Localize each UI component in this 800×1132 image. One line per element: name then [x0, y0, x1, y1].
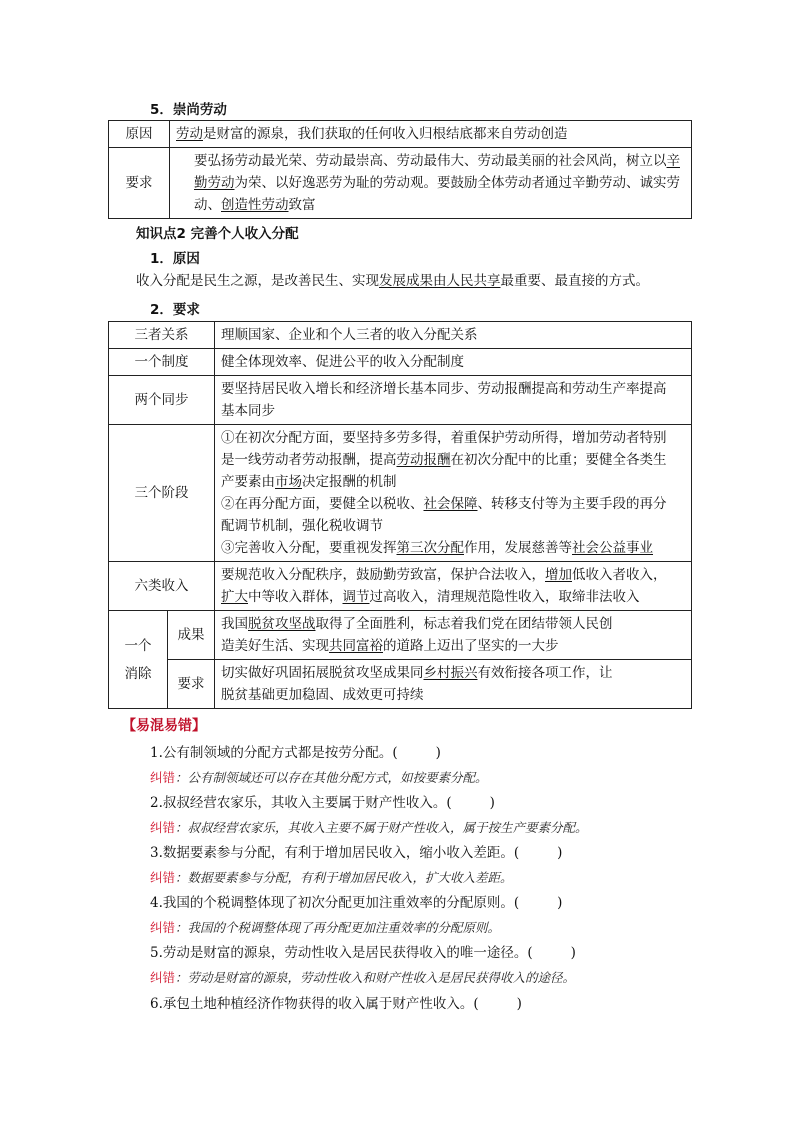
text-span: 在初次分配中的比重；要健全各类生 — [450, 452, 667, 468]
text-span: 过高收入，清理规范隐性收入，取缔非法收入 — [369, 589, 640, 605]
text-span: ) — [516, 996, 522, 1012]
row-content: 健全体现效率、促进公平的收入分配制度 — [215, 349, 692, 376]
correction-text: ：数据要素参与分配，有利于增加居民收入，扩大收入差距。 — [175, 870, 513, 885]
text-span: 为荣、以好逸恶劳为耻的劳动观。要鼓励全体劳动者通过辛勤劳动、诚实劳 — [234, 175, 680, 191]
row-content — [215, 425, 692, 562]
table-row — [109, 425, 692, 562]
correction — [150, 918, 500, 938]
text-span: 消除 — [124, 665, 152, 682]
text-span: 是一线劳动者劳动报酬，提高 — [221, 452, 397, 468]
correction-text: ：劳动是财富的源泉，劳动性收入和财产性收入是居民获得收入的途径。 — [175, 970, 576, 985]
table-row — [109, 611, 692, 660]
table-row — [109, 660, 692, 709]
question-text: 5.劳动是财富的源泉，劳动性收入是居民获得收入的唯一途径。( — [150, 945, 533, 961]
underlined-term: 劳动报酬 — [396, 452, 451, 468]
underlined-term: 扩大 — [221, 589, 248, 605]
text-span: 脱贫基础更加稳固、成效更可持续 — [221, 687, 424, 703]
row-label: 三者关系 — [109, 322, 215, 349]
row-label: 原因 — [109, 121, 170, 148]
text-span: ) — [435, 745, 441, 761]
table-row — [109, 349, 692, 376]
correction-tag: 纠错 — [150, 970, 176, 985]
correction-tag: 纠错 — [150, 770, 176, 785]
subheading-requirements: 2．要求 — [150, 302, 200, 318]
question-text: 3.数据要素参与分配，有利于增加居民收入，缩小收入差距。( — [150, 845, 520, 861]
correction-text: ：叔叔经营农家乐，其收入主要不属于财产性收入，属于按生产要素分配。 — [175, 820, 588, 835]
correction-text: ：公有制领域还可以存在其他分配方式，如按要素分配。 — [175, 770, 488, 785]
correction-tag: 纠错 — [150, 920, 176, 935]
row-content: 理顺国家、企业和个人三者的收入分配关系 — [215, 322, 692, 349]
underlined-term: 第三次分配 — [396, 540, 464, 556]
table-row — [109, 121, 692, 148]
table-row — [109, 376, 692, 425]
text-span: 基本同步 — [221, 403, 275, 419]
text-span: 、转移支付等为主要手段的再分 — [477, 496, 667, 512]
confuse-title: 【易混易错】 — [122, 718, 206, 734]
question-item — [150, 942, 576, 964]
question-text: 1.公有制领域的分配方式都是按劳分配。( — [150, 745, 398, 761]
question-item — [150, 842, 562, 864]
text-span: ①在初次分配方面，要坚持多劳多得，着重保护劳动所得，增加劳动者特别 — [221, 430, 667, 446]
correction — [150, 868, 513, 888]
question-item — [150, 792, 495, 814]
underlined-term: 脱贫攻坚战 — [248, 616, 316, 632]
text-span: 取得了全面胜利，标志着我们党在团结带领人民创 — [315, 616, 613, 632]
text-span: 一个 — [124, 637, 152, 654]
knowledge-point-heading: 知识点2 完善个人收入分配 — [136, 226, 299, 242]
text-span: 最重要、最直接的方式。 — [500, 273, 649, 289]
text-span: 造美好生活、实现 — [221, 638, 329, 654]
row-content — [215, 611, 692, 660]
text-span: 作用，发展慈善等 — [464, 540, 572, 556]
section-heading: 5．崇尚劳动 — [150, 102, 227, 118]
reason-paragraph — [136, 270, 649, 292]
text-span: 收入分配是民生之源，是改善民生、实现 — [136, 273, 379, 289]
row-content — [215, 376, 692, 425]
text-span: 要弘扬劳动最光荣、劳动最崇高、劳动最伟大、劳动最美丽的社会风尚，树立以 — [194, 153, 667, 169]
text-span: 动、 — [194, 197, 221, 213]
question-item — [150, 892, 562, 914]
text-span: 中等收入群体， — [248, 589, 343, 605]
underlined-term: 市场 — [275, 474, 302, 490]
underlined-term: 乡村振兴 — [423, 665, 478, 681]
text-span: 是财富的源泉，我们获取的任何收入归根结底都来自劳动创造 — [203, 126, 568, 142]
text-span: 配调节机制，强化税收调节 — [221, 518, 383, 534]
sub-row-label: 成果 — [168, 611, 215, 660]
question-item — [150, 742, 441, 764]
row-content — [215, 660, 692, 709]
text-span: 低收入者收入， — [572, 567, 667, 583]
text-span: 致富 — [288, 197, 316, 213]
text-span: 产要素由 — [221, 474, 275, 490]
question-text: 4.我国的个税调整体现了初次分配更加注重效率的分配原则。( — [150, 895, 520, 911]
row-label: 三个阶段 — [109, 425, 215, 562]
subheading-reason: 1．原因 — [150, 251, 200, 267]
text-span: ③完善收入分配，要重视发挥 — [221, 540, 397, 556]
correction — [150, 818, 588, 838]
row-label: 六类收入 — [109, 562, 215, 611]
text-span: 有效衔接各项工作，让 — [477, 665, 613, 681]
underlined-term: 辛 — [666, 153, 680, 169]
correction-tag: 纠错 — [150, 870, 176, 885]
row-label: 两个同步 — [109, 376, 215, 425]
table-row — [109, 562, 692, 611]
question-text: 2.叔叔经营农家乐，其收入主要属于财产性收入。( — [150, 795, 452, 811]
underlined-term: 发展成果由人民共享 — [379, 273, 501, 289]
correction-text: ：我国的个税调整体现了再分配更加注重效率的分配原则。 — [175, 920, 501, 935]
row-label — [109, 611, 168, 709]
underlined-term: 社会保障 — [423, 496, 478, 512]
text-span: ) — [570, 945, 576, 961]
underlined-term: 共同富裕 — [329, 638, 383, 654]
text-span: 决定报酬的机制 — [302, 474, 397, 490]
table-row — [109, 322, 692, 349]
row-content — [170, 121, 692, 148]
text-span: ) — [557, 845, 563, 861]
requirements-table — [108, 321, 692, 709]
question-item — [150, 993, 522, 1015]
row-label: 一个制度 — [109, 349, 215, 376]
text-span: 要规范收入分配秩序，鼓励勤劳致富，保护合法收入， — [221, 567, 545, 583]
text-span: ②在再分配方面，要健全以税收、 — [221, 496, 424, 512]
labor-table — [108, 120, 692, 219]
correction-tag: 纠错 — [150, 820, 176, 835]
row-content — [170, 148, 692, 219]
question-text: 6.承包土地种植经济作物获得的收入属于财产性收入。( — [150, 996, 479, 1012]
underlined-term: 增加 — [545, 567, 572, 583]
underlined-term: 社会公益事业 — [572, 540, 653, 556]
text-span: 要坚持居民收入增长和经济增长基本同步、劳动报酬提高和劳动生产率提高 — [221, 381, 667, 397]
sub-row-label: 要求 — [168, 660, 215, 709]
correction — [150, 968, 575, 988]
underlined-term: 创造性劳动 — [221, 197, 289, 213]
row-content — [215, 562, 692, 611]
text-span: ) — [557, 895, 563, 911]
correction — [150, 768, 488, 788]
text-span: 我国 — [221, 616, 248, 632]
underlined-term: 勤劳动 — [194, 175, 235, 191]
text-span: 的道路上迈出了坚实的一大步 — [383, 638, 559, 654]
table-row — [109, 148, 692, 219]
text-span: ) — [489, 795, 495, 811]
underlined-term: 调节 — [342, 589, 370, 605]
underlined-term: 劳动 — [176, 126, 203, 142]
text-span: 切实做好巩固拓展脱贫攻坚成果同 — [221, 665, 424, 681]
row-label: 要求 — [109, 148, 170, 219]
